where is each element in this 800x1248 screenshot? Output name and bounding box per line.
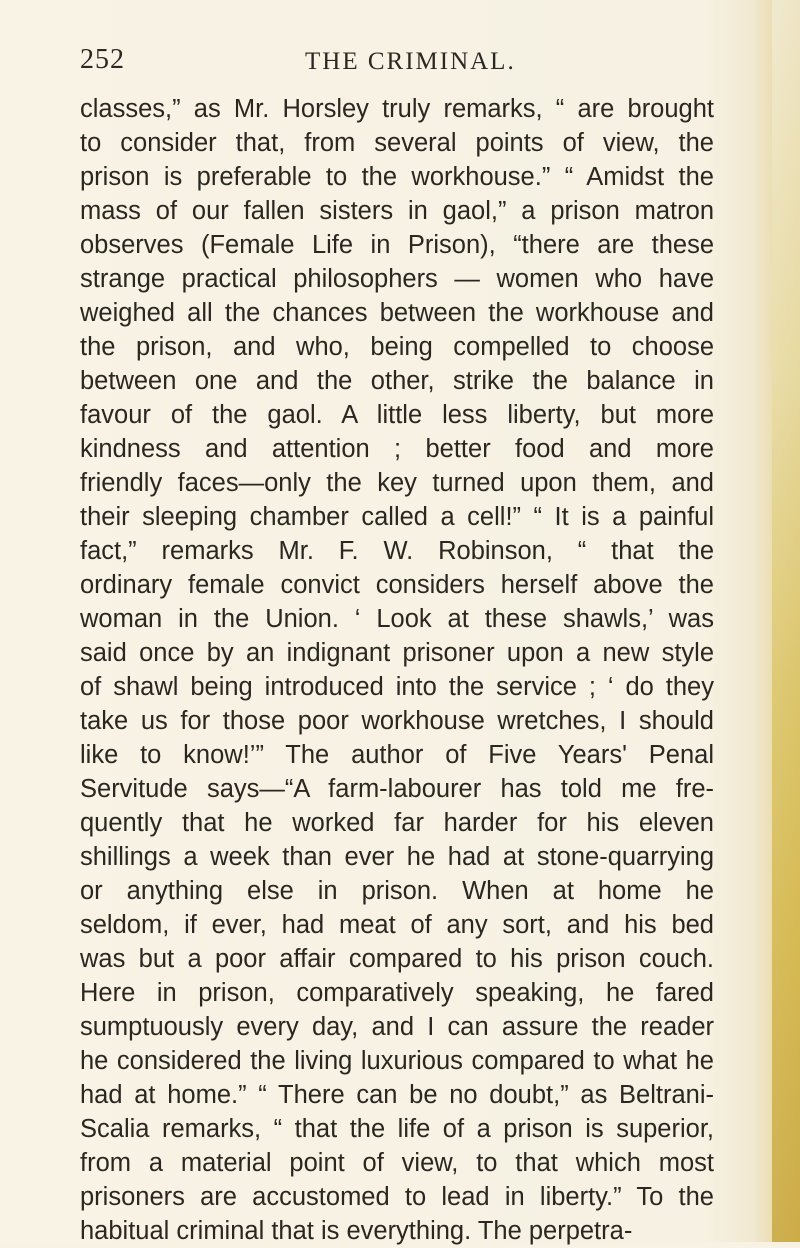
text-line: seldom, if ever, had meat of any sort, and his bed [80, 911, 714, 939]
text-line: was but a poor affair compared to his prison couch. [80, 945, 714, 973]
text-line: fact,” remarks Mr. F. W. Robinson, “ that the [80, 537, 714, 565]
text-line: favour of the gaol. A little less liberty, but more [80, 401, 714, 429]
text-line: to consider that, from several points of view, the [80, 129, 714, 157]
text-line: classes,” as Mr. Horsley truly remarks, “ are brought [80, 95, 714, 123]
text-line: the prison, and who, being compelled to choose [80, 333, 714, 361]
text-line: ordinary female convict considers herself above the [80, 571, 714, 599]
text-line: weighed all the chances between the workhouse and [80, 299, 714, 327]
text-line: Scalia remarks, “ that the life of a prison is superior, [80, 1115, 714, 1143]
page-header [80, 44, 700, 84]
body-text [80, 92, 714, 1248]
text-line: like to know!’” The author of Five Years' Penal [80, 741, 714, 769]
text-line: observes (Female Life in Prison), “there are these [80, 231, 714, 259]
text-line: quently that he worked far harder for his eleven [80, 809, 714, 837]
text-line: Here in prison, comparatively speaking, he fared [80, 979, 714, 1007]
text-line: prison is preferable to the workhouse.” “ Amidst the [80, 163, 714, 191]
text-line: sumptuously every day, and I can assure the reader [80, 1013, 714, 1041]
text-line: Servitude says—“A farm-labourer has told me fre- [80, 775, 714, 803]
text-line: or anything else in prison. When at home he [80, 877, 714, 905]
running-title: THE CRIMINAL. [305, 48, 516, 75]
text-line: woman in the Union. ‘ Look at these shawls,’ was [80, 605, 714, 633]
text-line: said once by an indignant prisoner upon a new style [80, 639, 714, 667]
text-line: prisoners are accustomed to lead in liberty.” To the [80, 1183, 714, 1211]
page-number: 252 [80, 44, 125, 75]
text-line: of shawl being introduced into the service ; ‘ do they [80, 673, 714, 701]
text-line: from a material point of view, to that which most [80, 1149, 714, 1177]
text-line: shillings a week than ever he had at stone-quarrying [80, 843, 714, 871]
page-edge-shadow [772, 0, 800, 1242]
text-line: strange practical philosophers — women who have [80, 265, 714, 293]
text-line: kindness and attention ; better food and more [80, 435, 714, 463]
text-line: had at home.” “ There can be no doubt,” as Beltrani- [80, 1081, 714, 1109]
text-line: take us for those poor workhouse wretches, I should [80, 707, 714, 735]
text-line: he considered the living luxurious compared to what he [80, 1047, 714, 1075]
text-line: friendly faces—only the key turned upon them, and [80, 469, 714, 497]
text-line: mass of our fallen sisters in gaol,” a prison matron [80, 197, 714, 225]
text-line: habitual criminal that is everything. The perpetra- [80, 1217, 633, 1245]
text-line: their sleeping chamber called a cell!” “ It is a painful [80, 503, 714, 531]
text-line: between one and the other, strike the balance in [80, 367, 714, 395]
